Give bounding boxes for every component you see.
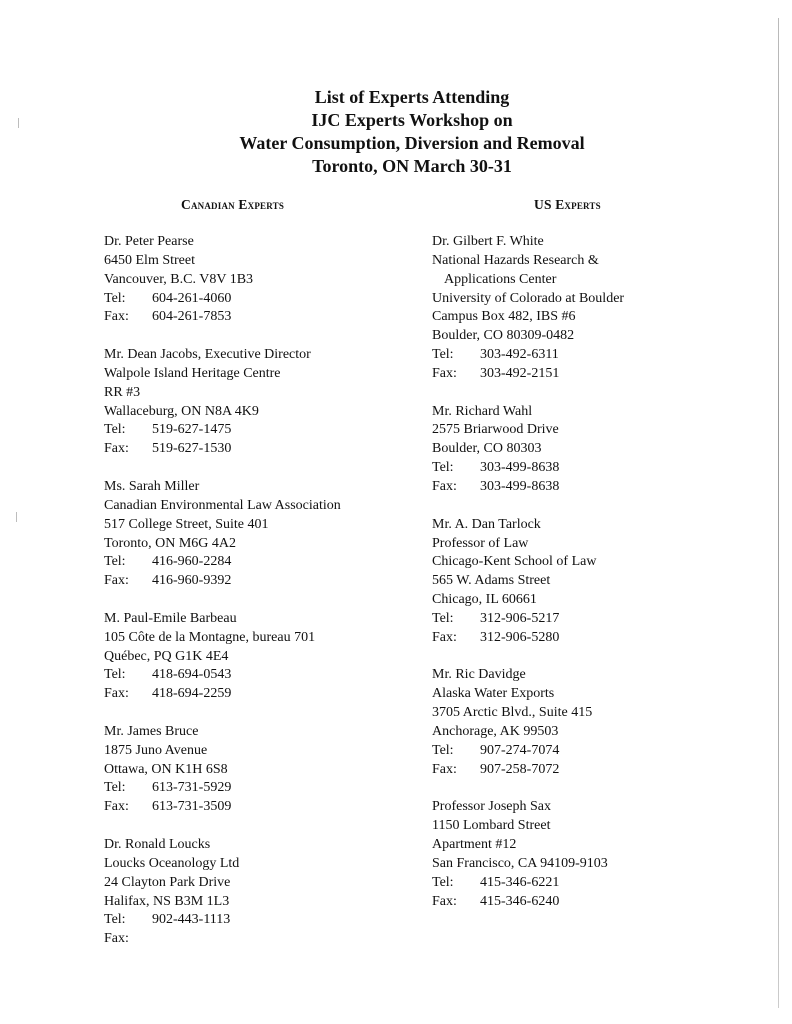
title-line: Water Consumption, Diversion and Removal bbox=[239, 133, 585, 153]
title-line: List of Experts Attending bbox=[314, 87, 510, 107]
tel-line bbox=[104, 911, 424, 930]
scan-mark bbox=[18, 118, 19, 128]
tel-line bbox=[432, 459, 772, 478]
expert-entry bbox=[432, 666, 772, 779]
fax-label: Fax: bbox=[104, 931, 129, 947]
fax-line bbox=[432, 893, 772, 912]
fax-number: 312-906-5280 bbox=[480, 629, 560, 645]
fax-label: Fax: bbox=[104, 441, 129, 457]
expert-name: Dr. Ronald Loucks bbox=[104, 837, 211, 852]
tel-line bbox=[104, 290, 424, 309]
fax-number: 415-346-6240 bbox=[480, 893, 560, 909]
expert-name: Professor Joseph Sax bbox=[432, 799, 551, 815]
tel-number: 312-906-5217 bbox=[480, 610, 560, 626]
address-line: 565 W. Adams Street bbox=[432, 573, 551, 589]
fax-label: Fax: bbox=[432, 365, 457, 381]
fax-label: Fax: bbox=[432, 761, 457, 777]
expert-entry bbox=[432, 798, 772, 911]
tel-number: 303-499-8638 bbox=[480, 460, 560, 476]
expert-entry bbox=[432, 516, 772, 648]
fax-label: Fax: bbox=[432, 893, 457, 909]
expert-name: Mr. Dean Jacobs, Executive Director bbox=[104, 347, 311, 363]
tel-line bbox=[432, 610, 772, 629]
expert-entry bbox=[104, 836, 424, 949]
tel-label: Tel: bbox=[104, 780, 126, 796]
expert-name: Ms. Sarah Miller bbox=[104, 478, 200, 494]
tel-number: 519-627-1475 bbox=[152, 422, 232, 438]
fax-line bbox=[104, 308, 424, 327]
fax-number: 519-627-1530 bbox=[152, 441, 232, 457]
address-line: Wallaceburg, ON N8A 4K9 bbox=[104, 403, 259, 419]
tel-label: Tel: bbox=[104, 422, 126, 438]
expert-name: Mr. A. Dan Tarlock bbox=[432, 516, 541, 532]
expert-name: Mr. Ric Davidge bbox=[432, 667, 526, 683]
expert-entry bbox=[104, 610, 424, 704]
address-line: National Hazards Research & bbox=[432, 252, 599, 268]
address-line: Halifax, NS B3M 1L3 bbox=[104, 893, 230, 909]
fax-line bbox=[432, 761, 772, 780]
address-line: Boulder, CO 80303 bbox=[432, 441, 542, 457]
fax-number: 604-261-7853 bbox=[152, 309, 232, 325]
tel-number: 418-694-0543 bbox=[152, 667, 232, 683]
fax-label: Fax: bbox=[104, 799, 129, 815]
address-line: Canadian Environmental Law Association bbox=[104, 497, 341, 513]
fax-line bbox=[104, 572, 424, 591]
expert-name: M. Paul-Emile Barbeau bbox=[104, 610, 237, 626]
tel-label: Tel: bbox=[432, 347, 454, 363]
fax-label: Fax: bbox=[432, 478, 457, 494]
address-line: Loucks Oceanology Ltd bbox=[104, 855, 240, 871]
expert-entry bbox=[104, 478, 424, 591]
address-line: Boulder, CO 80309-0482 bbox=[432, 328, 575, 344]
address-line: Ottawa, ON K1H 6S8 bbox=[104, 761, 228, 777]
expert-entry bbox=[104, 233, 424, 327]
address-line: RR #3 bbox=[104, 384, 141, 400]
address-line: Toronto, ON M6G 4A2 bbox=[104, 535, 237, 551]
address-line: San Francisco, CA 94109-9103 bbox=[432, 855, 608, 871]
address-line: 2575 Briarwood Drive bbox=[432, 422, 559, 438]
fax-line bbox=[104, 930, 424, 949]
address-line: 105 Côte de la Montagne, bureau 701 bbox=[104, 629, 316, 645]
address-line: 1150 Lombard Street bbox=[432, 818, 551, 834]
tel-number: 604-261-4060 bbox=[152, 290, 232, 306]
fax-number: 303-499-8638 bbox=[480, 478, 560, 494]
tel-number: 416-960-2284 bbox=[152, 554, 232, 570]
address-line: 1875 Juno Avenue bbox=[104, 742, 208, 758]
tel-line bbox=[432, 874, 772, 893]
fax-line bbox=[432, 629, 772, 648]
canadian-experts-column bbox=[104, 233, 424, 968]
tel-number: 907-274-7074 bbox=[480, 742, 560, 758]
fax-number: 907-258-7072 bbox=[480, 761, 560, 777]
address-line: Alaska Water Exports bbox=[432, 686, 555, 702]
expert-name: Mr. Richard Wahl bbox=[432, 403, 533, 419]
address-line: Vancouver, B.C. V8V 1B3 bbox=[104, 271, 254, 287]
fax-line bbox=[104, 440, 424, 459]
us-experts-column bbox=[432, 233, 772, 930]
tel-number: 902-443-1113 bbox=[152, 912, 231, 928]
tel-label: Tel: bbox=[104, 554, 126, 570]
expert-entry bbox=[104, 346, 424, 459]
tel-line bbox=[104, 421, 424, 440]
fax-number: 613-731-3509 bbox=[152, 799, 232, 815]
address-line: 517 College Street, Suite 401 bbox=[104, 516, 269, 532]
tel-label: Tel: bbox=[432, 742, 454, 758]
fax-label: Fax: bbox=[104, 686, 129, 702]
tel-label: Tel: bbox=[432, 874, 454, 890]
title-line: Toronto, ON March 30-31 bbox=[312, 156, 512, 176]
expert-entry bbox=[432, 403, 772, 497]
address-line: Chicago-Kent School of Law bbox=[432, 554, 597, 570]
tel-line bbox=[104, 666, 424, 685]
expert-entry bbox=[432, 233, 772, 384]
address-line: 6450 Elm Street bbox=[104, 252, 195, 268]
tel-label: Tel: bbox=[432, 610, 454, 626]
fax-line bbox=[432, 365, 772, 384]
tel-line bbox=[432, 742, 772, 761]
fax-label: Fax: bbox=[432, 629, 457, 645]
tel-line bbox=[104, 553, 424, 572]
tel-label: Tel: bbox=[104, 290, 126, 306]
address-line: Professor of Law bbox=[432, 535, 529, 551]
address-line: 3705 Arctic Blvd., Suite 415 bbox=[432, 705, 593, 721]
address-line: Applications Center bbox=[444, 271, 557, 287]
fax-number: 416-960-9392 bbox=[152, 573, 232, 589]
document-title bbox=[0, 86, 792, 178]
page-edge-line bbox=[778, 18, 779, 1008]
expert-name: Dr. Gilbert F. White bbox=[432, 234, 544, 249]
title-line: IJC Experts Workshop on bbox=[311, 110, 513, 130]
expert-entry bbox=[104, 723, 424, 817]
address-line: 24 Clayton Park Drive bbox=[104, 874, 231, 890]
fax-label: Fax: bbox=[104, 573, 129, 589]
fax-label: Fax: bbox=[104, 309, 129, 325]
fax-number: 303-492-2151 bbox=[480, 365, 560, 381]
us-experts-heading: US Experts bbox=[534, 197, 601, 212]
tel-line bbox=[104, 779, 424, 798]
tel-number: 303-492-6311 bbox=[480, 347, 559, 363]
address-line: Québec, PQ G1K 4E4 bbox=[104, 648, 229, 664]
expert-name: Mr. James Bruce bbox=[104, 723, 199, 739]
expert-name: Dr. Peter Pearse bbox=[104, 234, 194, 249]
address-line: Anchorage, AK 99503 bbox=[432, 723, 559, 739]
fax-line bbox=[104, 685, 424, 704]
tel-label: Tel: bbox=[104, 912, 126, 928]
tel-label: Tel: bbox=[432, 460, 454, 476]
address-line: Walpole Island Heritage Centre bbox=[104, 365, 281, 381]
fax-line bbox=[104, 798, 424, 817]
address-line: University of Colorado at Boulder bbox=[432, 290, 625, 306]
tel-line bbox=[432, 346, 772, 365]
address-line: Chicago, IL 60661 bbox=[432, 592, 537, 608]
fax-line bbox=[432, 478, 772, 497]
address-line: Campus Box 482, IBS #6 bbox=[432, 309, 576, 325]
canadian-experts-heading: Canadian Experts bbox=[181, 197, 285, 212]
fax-number: 418-694-2259 bbox=[152, 686, 232, 702]
tel-label: Tel: bbox=[104, 667, 126, 683]
scan-mark bbox=[16, 512, 17, 522]
tel-number: 613-731-5929 bbox=[152, 780, 232, 796]
tel-number: 415-346-6221 bbox=[480, 874, 560, 890]
address-line: Apartment #12 bbox=[432, 837, 517, 852]
